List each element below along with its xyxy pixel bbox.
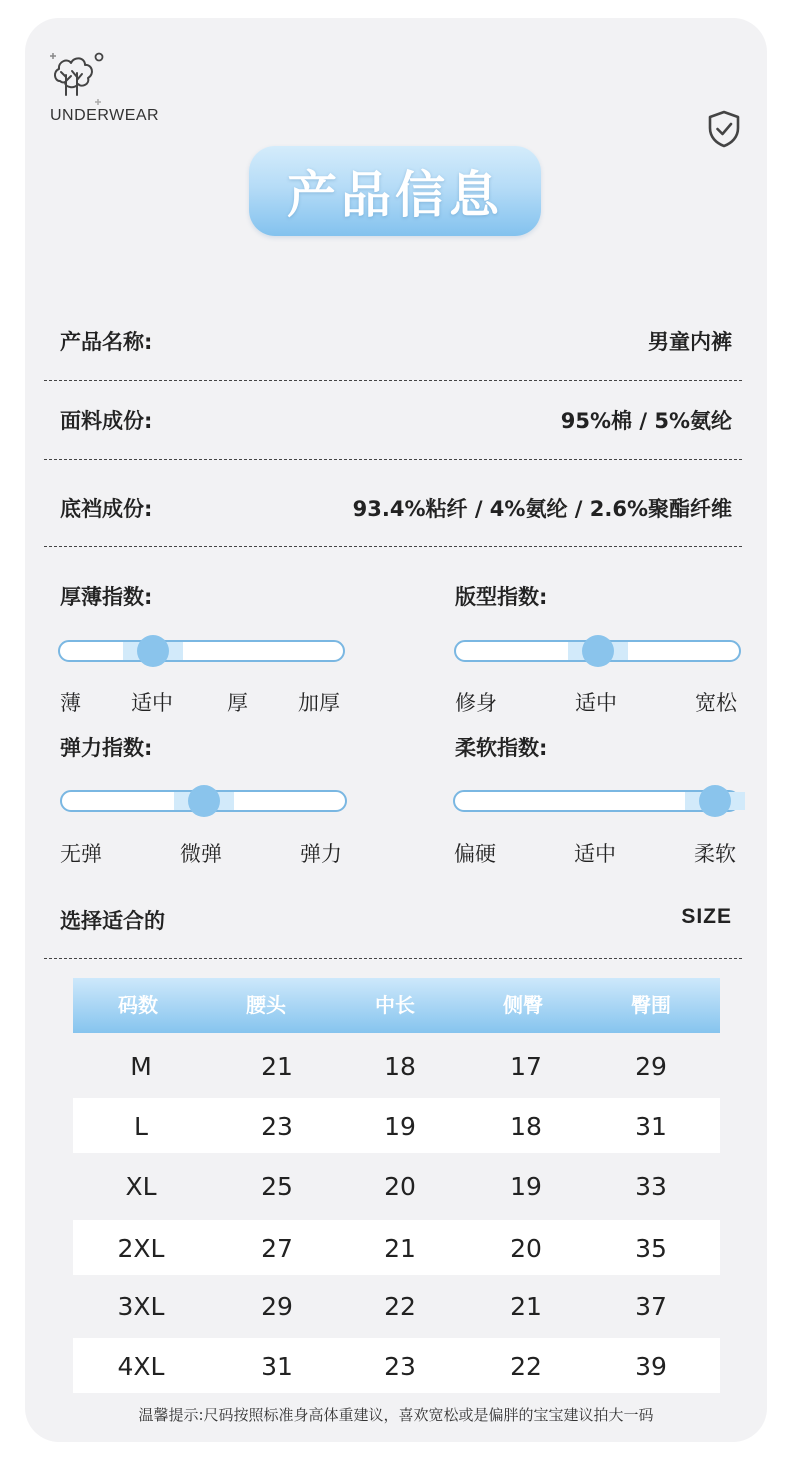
measurement-cell: 19 [510, 1172, 542, 1201]
header-cell: 侧臀 [503, 993, 543, 1017]
table-row [73, 1098, 720, 1153]
elasticity-index-slider [60, 790, 347, 812]
size-cell: 2XL [117, 1234, 165, 1263]
header-cell: 中长 [375, 993, 415, 1017]
fabric-value: 95%棉 / 5%氨纶 [560, 409, 732, 433]
header-cell: 腰头 [246, 993, 286, 1017]
measurement-cell: 25 [261, 1172, 293, 1201]
measurement-cell: 22 [384, 1292, 416, 1321]
tick-label: 修身 [455, 691, 497, 715]
brand-logo [50, 47, 170, 132]
tick-label: 适中 [574, 842, 616, 866]
page-title-badge [249, 146, 541, 236]
measurement-cell: 21 [384, 1234, 416, 1263]
measurement-cell: 31 [635, 1112, 667, 1141]
measurement-cell: 35 [635, 1234, 667, 1263]
measurement-cell: 20 [510, 1234, 542, 1263]
softness-index-label: 柔软指数: [455, 736, 548, 760]
measurement-cell: 29 [635, 1052, 667, 1081]
tick-label: 适中 [575, 691, 617, 715]
divider [44, 546, 742, 547]
measurement-cell: 33 [635, 1172, 667, 1201]
measurement-cell: 18 [384, 1052, 416, 1081]
measurement-cell: 27 [261, 1234, 293, 1263]
page-title: 产品信息 [287, 166, 503, 224]
table-row [73, 1158, 720, 1213]
measurement-cell: 21 [510, 1292, 542, 1321]
measurement-cell: 21 [261, 1052, 293, 1081]
tick-label: 薄 [60, 691, 81, 715]
tick-label: 无弹 [60, 842, 102, 866]
table-row [73, 1278, 720, 1333]
size-cell: L [134, 1112, 148, 1141]
product-name-label: 产品名称: [60, 330, 153, 354]
tick-label: 偏硬 [454, 842, 496, 866]
divider [44, 459, 742, 460]
measurement-cell: 18 [510, 1112, 542, 1141]
tree-icon [50, 47, 110, 107]
size-table-header [73, 978, 720, 1033]
measurement-cell: 23 [384, 1352, 416, 1381]
measurement-cell: 17 [510, 1052, 542, 1081]
divider [44, 958, 742, 959]
size-cell: 4XL [117, 1352, 165, 1381]
size-section-suffix: SIZE [681, 905, 732, 928]
size-cell: XL [125, 1172, 157, 1201]
measurement-cell: 39 [635, 1352, 667, 1381]
size-cell: M [130, 1052, 152, 1081]
measurement-cell: 22 [510, 1352, 542, 1381]
size-section-label: 选择适合的 [60, 909, 165, 933]
product-name-value: 男童内裤 [648, 330, 732, 354]
size-cell: 3XL [117, 1292, 165, 1321]
table-row [73, 1038, 720, 1093]
divider [44, 380, 742, 381]
crotch-fabric-label: 底裆成份: [60, 497, 153, 521]
header-cell: 臀围 [631, 993, 671, 1017]
header-cell: 码数 [118, 993, 158, 1017]
fabric-label: 面料成份: [60, 409, 153, 433]
slider-knob [188, 785, 220, 817]
fit-index-label: 版型指数: [455, 585, 548, 609]
table-row [73, 1220, 720, 1275]
elasticity-index-label: 弹力指数: [60, 736, 153, 760]
shield-check-icon [707, 110, 741, 148]
crotch-fabric-value: 93.4%粘纤 / 4%氨纶 / 2.6%聚酯纤维 [352, 497, 732, 521]
measurement-cell: 23 [261, 1112, 293, 1141]
softness-index-slider [453, 790, 740, 812]
tick-label: 适中 [131, 691, 173, 715]
table-row [73, 1338, 720, 1393]
brand-logo-text: UNDERWEAR [50, 107, 160, 124]
measurement-cell: 19 [384, 1112, 416, 1141]
thickness-index-label: 厚薄指数: [60, 585, 153, 609]
footer-tip: 温馨提示:尺码按照标准身高体重建议，喜欢宽松或是偏胖的宝宝建议拍大一码 [138, 1406, 654, 1424]
measurement-cell: 29 [261, 1292, 293, 1321]
tick-label: 宽松 [695, 691, 737, 715]
tick-label: 柔软 [694, 842, 736, 866]
tick-label: 厚 [227, 691, 248, 715]
thickness-index-slider [58, 640, 345, 662]
measurement-cell: 31 [261, 1352, 293, 1381]
measurement-cell: 20 [384, 1172, 416, 1201]
measurement-cell: 37 [635, 1292, 667, 1321]
tick-label: 加厚 [298, 691, 340, 715]
fit-index-slider [454, 640, 741, 662]
tick-label: 微弹 [180, 842, 222, 866]
tick-label: 弹力 [300, 842, 342, 866]
slider-knob [582, 635, 614, 667]
